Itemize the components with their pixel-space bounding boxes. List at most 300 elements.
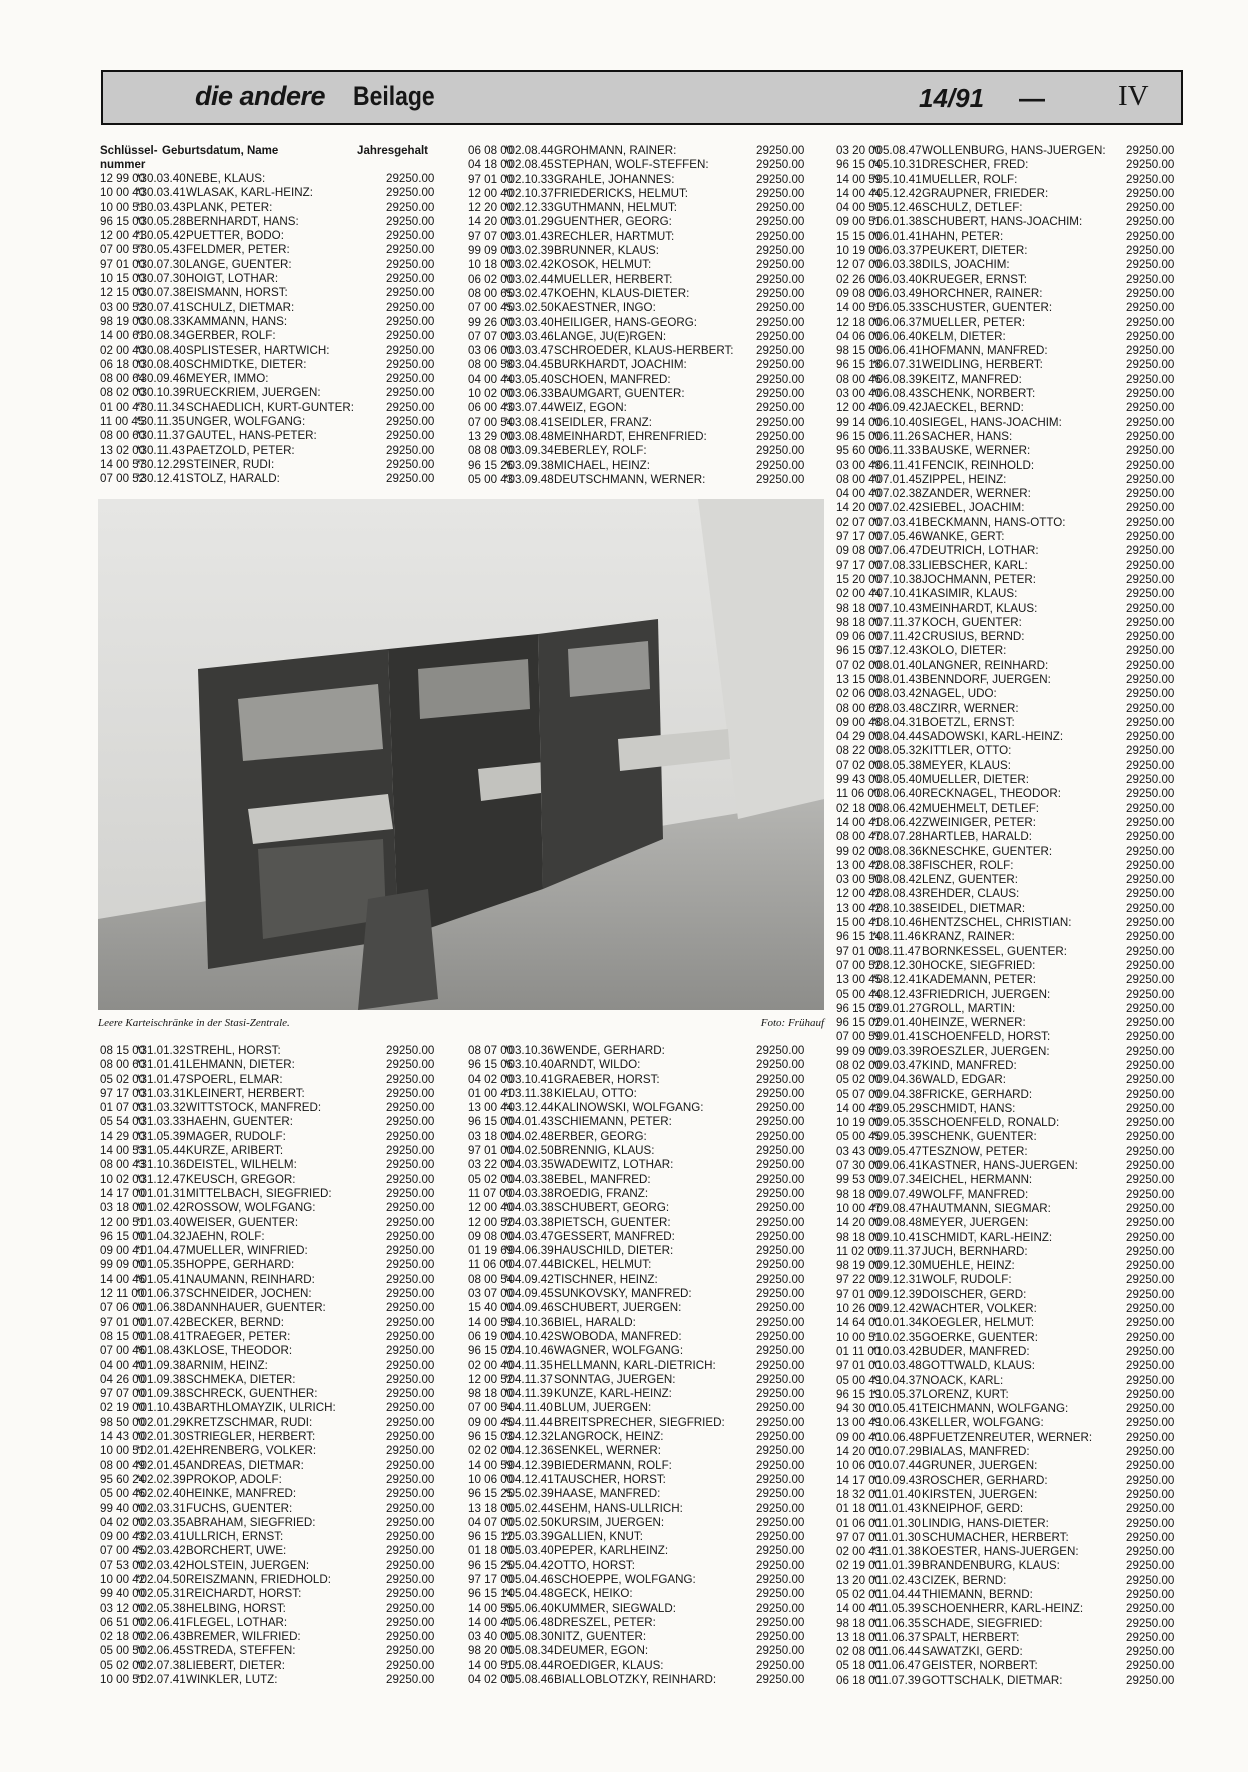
annual-salary: 29250.00 (756, 329, 805, 343)
annual-salary: 29250.00 (1126, 815, 1175, 829)
birth-date: *03.11.38 (504, 1086, 553, 1100)
list-item (468, 1444, 805, 1458)
person-name: CIZEK, BERND: (922, 1573, 1007, 1587)
list-item (468, 1515, 805, 1530)
person-name: SCHMIDTKE, DIETER: (186, 357, 307, 371)
birth-date: *06.09.42 (872, 401, 922, 415)
annual-salary: 29250.00 (1126, 930, 1175, 944)
section-name: Beilage (353, 81, 435, 111)
list-item (836, 901, 1175, 916)
birth-date: *11.01.30 (872, 1516, 921, 1530)
key-number: 06 02 00 (468, 272, 514, 286)
person-name: HAUTMANN, SIEGMAR: (922, 1201, 1051, 1215)
photo-credit: Foto: Frühauf (760, 1017, 824, 1029)
birth-date: *08.11.46 (872, 930, 921, 944)
birth-date: *30.05.28 (136, 214, 186, 228)
list-item (100, 1401, 435, 1415)
annual-salary: 29250.00 (756, 1129, 805, 1143)
key-number: 97 01 00 (468, 1144, 514, 1158)
annual-salary: 29250.00 (386, 1501, 435, 1515)
birth-date: *03.07.44 (504, 401, 554, 415)
person-name: CRUSIUS, BERND: (922, 630, 1025, 644)
list-item (468, 1572, 805, 1587)
key-number: 14 00 46 (100, 1272, 146, 1286)
person-name: KEITZ, MANFRED: (922, 372, 1022, 386)
list-item (468, 1615, 805, 1630)
person-name: HELBING, HORST: (186, 1601, 286, 1615)
key-number: 14 00 44 (836, 186, 882, 200)
birth-date: *06.05.33 (872, 301, 922, 315)
key-number: 97 07 00 (836, 1530, 882, 1544)
list-item (836, 186, 1175, 201)
annual-salary: 29250.00 (1126, 544, 1175, 558)
person-name: BORCHERT, UWE: (186, 1544, 287, 1558)
list-item (468, 1215, 805, 1230)
list-item (836, 172, 1175, 187)
list-item (836, 944, 1175, 959)
annual-salary: 29250.00 (386, 1172, 435, 1186)
person-name: SCHULZ, DETLEF: (922, 201, 1023, 215)
key-number: 08 22 00 (836, 744, 882, 758)
key-number: 14 20 00 (836, 1445, 882, 1459)
list-item (468, 1587, 805, 1601)
key-number: 09 08 00 (836, 286, 882, 300)
list-item (836, 1559, 1175, 1573)
birth-date: *05.10.41 (872, 172, 922, 186)
person-name: KELM, DIETER: (922, 329, 1006, 343)
key-number: 05 02 00 (100, 1072, 146, 1086)
person-name: NAGEL, UDO: (922, 687, 997, 701)
person-name: ZWEINIGER, PETER: (922, 815, 1037, 829)
birth-date: *05.06.40 (504, 1601, 554, 1615)
birth-date: *03.09.34 (504, 444, 554, 458)
key-number: 12 00 52 (468, 1215, 514, 1229)
key-number: 13 00 44 (468, 1101, 514, 1115)
birth-date: *09.10.41 (872, 1230, 922, 1244)
birth-date: *06.11.41 (872, 458, 921, 472)
photo-card-cabinets (98, 499, 824, 1010)
person-name: ULLRICH, ERNST: (186, 1530, 284, 1544)
annual-salary: 29250.00 (756, 1544, 805, 1558)
key-number: 07 00 54 (468, 415, 514, 429)
key-number: 12 15 00 (100, 286, 146, 300)
annual-salary: 29250.00 (1126, 873, 1175, 887)
key-number: 96 15 18 (836, 358, 882, 372)
annual-salary: 29250.00 (1126, 1101, 1175, 1115)
annual-salary: 29250.00 (1126, 987, 1175, 1001)
key-number: 02 02 00 (468, 1444, 514, 1458)
key-number: 05 00 49 (836, 1373, 882, 1387)
annual-salary: 29250.00 (386, 1086, 435, 1100)
annual-salary: 29250.00 (386, 1101, 435, 1115)
key-number: 08 00 47 (836, 830, 882, 844)
key-number: 10 00 47 (836, 1201, 882, 1215)
birth-date: *30.11.35 (136, 415, 185, 429)
annual-salary: 29250.00 (1126, 444, 1175, 458)
key-number: 10 00 51 (836, 1330, 882, 1344)
birth-date: *04.12.36 (504, 1444, 554, 1458)
person-name: ARNDT, WILDO: (554, 1058, 641, 1072)
key-number: 02 07 00 (836, 515, 882, 529)
key-number: 14 00 40 (468, 1615, 514, 1629)
person-name: SCHOENFELD, RONALD: (922, 1116, 1060, 1130)
key-number: 05 07 00 (836, 1087, 882, 1101)
person-name: ZIPPEL, HEINZ: (922, 472, 1007, 486)
list-item (468, 1244, 805, 1258)
annual-salary: 29250.00 (1126, 601, 1175, 615)
annual-salary: 29250.00 (386, 1472, 435, 1486)
annual-salary: 29250.00 (386, 1658, 435, 1672)
person-name: DRESCHER, FRED: (922, 158, 1029, 172)
key-number: 08 00 60 (100, 1058, 146, 1072)
annual-salary: 29250.00 (756, 244, 805, 258)
birth-date: *04.12.32 (504, 1430, 554, 1444)
key-number: 08 00 62 (836, 701, 882, 715)
key-number: 04 00 50 (836, 201, 882, 215)
key-number: 99 40 00 (100, 1501, 146, 1515)
birth-date: *10.04.37 (872, 1373, 922, 1387)
person-name: LANGNER, REINHARD: (922, 658, 1049, 672)
birth-date: *03.08.41 (504, 415, 554, 429)
person-name: ANDREAS, DIETMAR: (186, 1458, 304, 1472)
birth-date: *11.04.44 (872, 1587, 921, 1601)
annual-salary: 29250.00 (386, 1258, 435, 1272)
person-name: SCHOEPPE, WOLFGANG: (554, 1572, 696, 1586)
annual-salary: 29250.00 (386, 443, 435, 457)
annual-salary: 29250.00 (756, 315, 805, 329)
annual-salary: 29250.00 (756, 1329, 805, 1343)
list-item (468, 272, 805, 287)
annual-salary: 29250.00 (386, 1301, 435, 1315)
annual-salary: 29250.00 (1126, 186, 1175, 200)
person-name: DANNHAUER, GUENTER: (186, 1301, 326, 1315)
list-item (836, 1201, 1175, 1216)
birth-date: *03.03.40 (504, 315, 554, 329)
birth-date: *11.01.38 (872, 1545, 921, 1559)
annual-salary: 29250.00 (756, 1229, 805, 1243)
person-name: TAUSCHER, HORST: (554, 1472, 666, 1486)
birth-date: *02.12.33 (504, 201, 554, 215)
key-number: 04 02 00 (468, 1673, 514, 1687)
list-item (468, 201, 805, 215)
person-name: SADOWSKI, KARL-HEINZ: (922, 730, 1064, 744)
key-number: 07 00 46 (100, 1344, 146, 1358)
birth-date: *05.12.42 (872, 186, 922, 200)
birth-date: *05.02.50 (504, 1515, 554, 1529)
person-name: SCHUBERT, HANS-JOACHIM: (922, 215, 1083, 229)
person-name: KOEGLER, HELMUT: (922, 1316, 1035, 1330)
annual-salary: 29250.00 (1126, 401, 1175, 415)
person-name: MAGER, RUDOLF: (186, 1129, 286, 1143)
key-number: 03 22 00 (468, 1158, 514, 1172)
list-item (836, 958, 1175, 973)
list-item (836, 1087, 1175, 1102)
annual-salary: 29250.00 (1126, 172, 1175, 186)
annual-salary: 29250.00 (756, 272, 805, 286)
list-item (836, 244, 1175, 258)
annual-salary: 29250.00 (386, 1430, 435, 1444)
list-item (468, 1044, 805, 1058)
annual-salary: 29250.00 (386, 172, 435, 185)
person-name: GOTTWALD, KLAUS: (922, 1359, 1035, 1373)
person-name: WEISER, GUENTER: (186, 1215, 299, 1229)
birth-date: *06.03.38 (872, 258, 922, 272)
list-item (100, 400, 435, 415)
annual-salary: 29250.00 (756, 344, 805, 358)
page-number: IV (1118, 80, 1149, 112)
key-number: 14 00 41 (836, 815, 882, 829)
list-item (468, 1558, 805, 1573)
birth-date: *03.02.39 (504, 244, 554, 258)
list-item (836, 1130, 1175, 1144)
person-name: KIELAU, OTTO: (554, 1086, 637, 1100)
annual-salary: 29250.00 (1126, 515, 1175, 529)
birth-date: *30.05.42 (136, 229, 186, 243)
key-number: 99 09 00 (100, 1258, 146, 1272)
birth-date: *05.08.44 (504, 1658, 554, 1672)
birth-date: *31.03.31 (136, 1086, 186, 1100)
list-item (100, 300, 435, 315)
birth-date: *09.06.41 (872, 1159, 922, 1173)
list-item (836, 415, 1175, 430)
annual-salary: 29250.00 (1126, 572, 1175, 586)
birth-date: *10.05.37 (872, 1387, 922, 1401)
birth-date: *05.08.30 (504, 1630, 554, 1644)
list-item (836, 1173, 1175, 1187)
annual-salary: 29250.00 (1126, 429, 1175, 443)
annual-salary: 29250.00 (1126, 1516, 1175, 1530)
person-name: BLUM, JUERGEN: (554, 1401, 652, 1415)
list-item (100, 1358, 435, 1373)
birth-date: *02.02.39 (136, 1472, 186, 1486)
key-number: 07 53 00 (100, 1558, 146, 1572)
birth-date: *06.10.40 (872, 415, 922, 429)
annual-salary: 29250.00 (1126, 1602, 1175, 1616)
birth-date: *09.07.34 (872, 1173, 922, 1187)
birth-date: *03.12.44 (504, 1101, 554, 1115)
key-number: 12 00 51 (100, 1215, 146, 1229)
person-name: LANGE, JU(E)RGEN: (554, 329, 667, 343)
annual-salary: 29250.00 (1126, 201, 1175, 215)
list-item (836, 801, 1175, 816)
key-number: 98 18 00 (836, 1616, 882, 1630)
annual-salary: 29250.00 (386, 1544, 435, 1558)
annual-salary: 29250.00 (1126, 1302, 1175, 1316)
list-item (468, 387, 805, 401)
annual-salary: 29250.00 (386, 386, 435, 400)
list-item (836, 458, 1175, 473)
annual-salary: 29250.00 (756, 358, 805, 372)
person-name: BIEDERMANN, ROLF: (554, 1458, 672, 1472)
key-number: 96 15 03 (468, 1430, 514, 1444)
birth-date: *08.07.28 (872, 830, 922, 844)
key-number: 03 20 00 (836, 144, 882, 157)
key-number: 96 15 25 (468, 1487, 514, 1501)
birth-date: *04.03.38 (504, 1201, 554, 1215)
annual-salary: 29250.00 (756, 1272, 805, 1286)
birth-date: *03.04.45 (504, 358, 554, 372)
key-number: 02 00 40 (468, 1358, 514, 1372)
key-number: 06 18 00 (836, 1673, 882, 1687)
key-number: 03 43 00 (836, 1144, 882, 1158)
birth-date: *10.05.41 (872, 1402, 922, 1416)
person-name: KNESCHKE, GUENTER: (922, 844, 1053, 858)
annual-salary: 29250.00 (756, 1058, 805, 1072)
annual-salary: 29250.00 (1126, 944, 1175, 958)
birth-date: *31.01.47 (136, 1072, 186, 1086)
annual-salary: 29250.00 (386, 357, 435, 371)
cabinet-photo-illustration (98, 499, 824, 1010)
list-item (100, 1544, 435, 1558)
person-name: PEUKERT, DIETER: (922, 244, 1028, 258)
person-name: WLASAK, KARL-HEINZ: (186, 186, 313, 200)
key-number: 04 06 00 (836, 329, 882, 343)
key-number: 99 09 00 (468, 244, 514, 258)
list-item (468, 244, 805, 258)
list-column-b-top (468, 144, 805, 487)
annual-salary: 29250.00 (1126, 458, 1175, 472)
list-item (100, 1458, 435, 1473)
person-name: GERBER, ROLF: (186, 329, 276, 343)
list-item (100, 1272, 435, 1287)
person-name: MEINHARDT, EHRENFRIED: (554, 429, 707, 443)
annual-salary: 29250.00 (756, 1172, 805, 1186)
key-number: 13 18 00 (468, 1501, 514, 1515)
birth-date: *04.10.36 (504, 1315, 554, 1329)
list-item (468, 444, 805, 458)
birth-date: *04.07.44 (504, 1258, 554, 1272)
birth-date: *06.06.41 (872, 344, 922, 358)
person-name: SCHAEDLICH, KURT-GUNTER: (186, 400, 354, 414)
annual-salary: 29250.00 (1126, 1587, 1175, 1601)
list-item (836, 787, 1175, 801)
key-number: 14 00 43 (836, 1101, 882, 1115)
person-name: ABRAHAM, SIEGFRIED: (186, 1515, 316, 1529)
key-number: 10 00 51 (100, 1444, 146, 1458)
key-number: 96 15 04 (836, 158, 882, 172)
annual-salary: 29250.00 (1126, 801, 1175, 815)
list-item (836, 558, 1175, 573)
publication-name: die andere (195, 81, 326, 111)
person-name: HEINZE, WERNER: (922, 1016, 1026, 1030)
key-number: 07 06 00 (100, 1301, 146, 1315)
birth-date: *06.11.26 (872, 429, 921, 443)
birth-date: *10.09.43 (872, 1473, 922, 1487)
key-number: 03 06 00 (468, 344, 514, 358)
annual-salary: 29250.00 (756, 1615, 805, 1629)
list-item (100, 257, 435, 272)
birth-date: *04.02.48 (504, 1129, 554, 1143)
birth-date: *09.05.47 (872, 1144, 922, 1158)
list-item (100, 1315, 435, 1330)
birth-date: *30.12.29 (136, 457, 186, 471)
annual-salary: 29250.00 (386, 272, 435, 286)
list-item (836, 844, 1175, 859)
person-name: HELLMANN, KARL-DIETRICH: (554, 1358, 716, 1372)
birth-date: *07.10.43 (872, 601, 922, 615)
person-name: KRANZ, RAINER: (922, 930, 1015, 944)
birth-date: *01.05.35 (136, 1258, 186, 1272)
birth-date: *09.01.41 (872, 1030, 922, 1044)
birth-date: *05.08.47 (872, 144, 922, 157)
person-name: GESSERT, MANFRED: (554, 1229, 675, 1243)
birth-date: *01.03.40 (136, 1215, 186, 1229)
birth-date: *02.03.31 (136, 1501, 186, 1515)
birth-date: *02.06.45 (136, 1644, 186, 1658)
birth-date: *01.02.42 (136, 1201, 186, 1215)
annual-salary: 29250.00 (756, 1358, 805, 1372)
annual-salary: 29250.00 (386, 257, 435, 271)
annual-salary: 29250.00 (756, 1673, 805, 1687)
annual-salary: 29250.00 (386, 300, 435, 314)
list-item (100, 1044, 435, 1058)
page-header (101, 70, 1183, 125)
person-name: MUEHLE, HEINZ: (922, 1259, 1015, 1273)
birth-date: *30.05.43 (136, 243, 186, 257)
list-item (836, 701, 1175, 716)
key-number: 09 00 51 (836, 215, 882, 229)
birth-date: *01.05.41 (136, 1272, 186, 1286)
birth-date: *04.09.42 (504, 1272, 554, 1286)
annual-salary: 29250.00 (756, 1301, 805, 1315)
birth-date: *30.08.33 (136, 314, 186, 328)
annual-salary: 29250.00 (756, 1086, 805, 1100)
birth-date: *07.06.47 (872, 544, 922, 558)
birth-date: *04.02.50 (504, 1144, 554, 1158)
key-number: 14 43 00 (100, 1430, 146, 1444)
list-item (100, 1144, 435, 1158)
annual-salary: 29250.00 (1126, 1201, 1175, 1215)
list-item (836, 916, 1175, 930)
person-name: SEIDEL, DIETMAR: (922, 901, 1026, 915)
annual-salary: 29250.00 (1126, 215, 1175, 229)
list-item (836, 1530, 1175, 1545)
birth-date: *10.03.48 (872, 1359, 922, 1373)
list-item (836, 1430, 1175, 1445)
header-dash: — (1019, 83, 1045, 113)
person-name: SEIDLER, FRANZ: (554, 415, 652, 429)
birth-date: *09.01.27 (872, 1001, 922, 1015)
person-name: EBERLEY, ROLF: (554, 444, 647, 458)
person-name: HEILIGER, HANS-GEORG: (554, 315, 698, 329)
key-number: 98 20 00 (468, 1644, 514, 1658)
person-name: PEPER, KARLHEINZ: (554, 1544, 669, 1558)
list-item (836, 286, 1175, 301)
annual-salary: 29250.00 (1126, 415, 1175, 429)
list-column-a-bottom (100, 1044, 435, 1687)
list-item (468, 1415, 805, 1430)
list-item (100, 1129, 435, 1144)
list-item (836, 773, 1175, 787)
annual-salary: 29250.00 (756, 1501, 805, 1515)
annual-salary: 29250.00 (756, 186, 805, 200)
person-name: FRICKE, GERHARD: (922, 1087, 1033, 1101)
key-number: 97 01 00 (100, 1315, 146, 1329)
key-number: 12 00 41 (100, 229, 146, 243)
birth-date: *02.10.37 (504, 186, 554, 200)
annual-salary: 29250.00 (386, 1601, 435, 1615)
person-name: PLANK, PETER: (186, 200, 273, 214)
key-number: 11 06 00 (468, 1258, 513, 1272)
annual-salary: 29250.00 (1126, 1445, 1175, 1459)
birth-date: *01.07.42 (136, 1315, 186, 1329)
key-number: 14 20 00 (836, 501, 882, 515)
key-number: 14 00 59 (836, 172, 882, 186)
annual-salary: 29250.00 (756, 1572, 805, 1586)
list-item (468, 472, 805, 487)
birth-date: *04.11.39 (504, 1387, 553, 1401)
annual-salary: 29250.00 (1126, 916, 1175, 930)
